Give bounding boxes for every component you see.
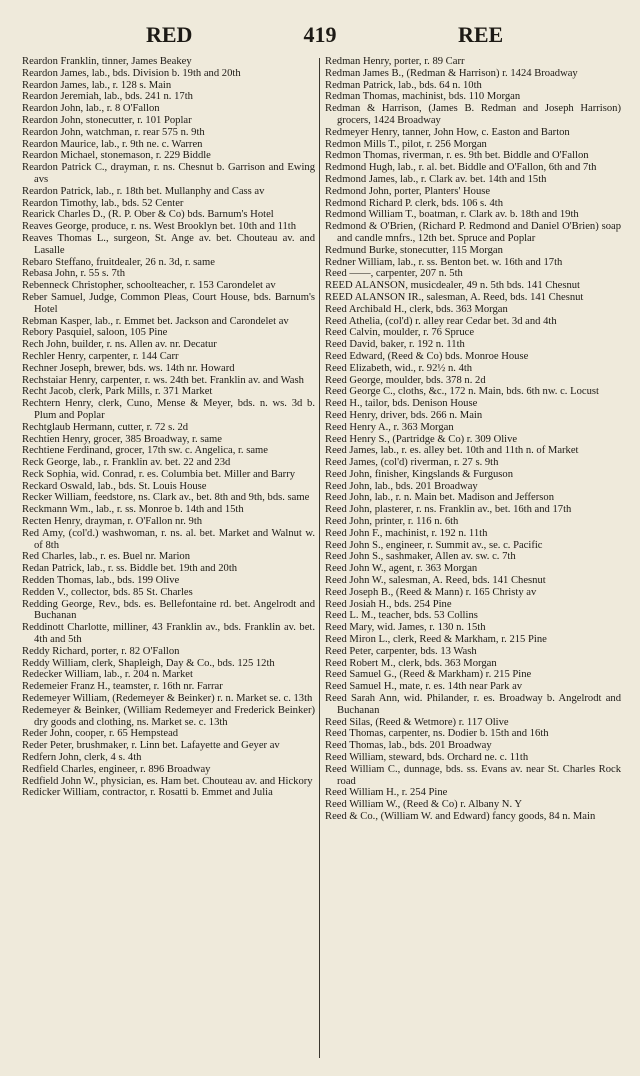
- directory-entry: Redmeyer Henry, tanner, John How, c. Easton and Barton: [325, 126, 570, 138]
- directory-entry: Redecker William, lab., r. 204 n. Market: [22, 669, 193, 681]
- directory-entry: Redden Thomas, lab., bds. 199 Olive: [22, 575, 180, 587]
- directory-entry: Redman Patrick, lab., bds. 64 n. 10th: [325, 79, 482, 91]
- directory-entry: Reed & Co., (William W. and Edward) fancy goods, 84 n. Main: [325, 811, 596, 822]
- directory-entry: Redmon Mills T., pilot, r. 256 Morgan: [325, 138, 487, 150]
- directory-entry: Redmond William T., boatman, r. Clark av. b. 18th and 19th: [325, 209, 579, 221]
- directory-entry: Redmon Thomas, riverman, r. es. 9th bet. Biddle and O'Fallon: [325, 150, 589, 162]
- directory-entry: Reed Athelia, (col'd) r. alley rear Cedar bet. 3d and 4th: [325, 315, 557, 327]
- directory-entry: Reed Peter, carpenter, bds. 13 Wash: [325, 645, 477, 657]
- directory-entry: Rechner Joseph, brewer, bds. ws. 14th nr. Howard: [22, 362, 235, 374]
- header-left-guide-word: RED: [146, 22, 193, 47]
- directory-entry: Redden V., collector, bds. 85 St. Charles: [22, 586, 193, 598]
- directory-entry: Reck George, lab., r. Franklin av. bet. 22 and 23d: [22, 457, 231, 469]
- directory-entry: Rebenneck Christopher, schoolteacher, r. 153 Carondelet av: [22, 280, 276, 292]
- directory-entry: Reddy William, clerk, Shapleigh, Day & Co., bds. 125 12th: [22, 657, 275, 669]
- directory-entry: Red Charles, lab., r. es. Buel nr. Marion: [22, 551, 190, 563]
- directory-entry: Reardon James, lab., bds. Division b. 19th and 20th: [22, 67, 241, 79]
- directory-entry: Reed Elizabeth, wid., r. 92½ n. 4th: [325, 362, 473, 374]
- directory-entry: Redmond James, lab., r. Clark av. bet. 14th and 15th: [325, 173, 547, 185]
- directory-entry: Reed Thomas, lab., bds. 201 Broadway: [325, 740, 492, 752]
- directory-entry: Reed L. M., teacher, bds. 53 Collins: [325, 610, 478, 622]
- directory-entry: Rechtiene Ferdinand, grocer, 17th sw. c. Angelica, r. same: [22, 445, 268, 457]
- directory-entry: Reardon James, lab., r. 128 s. Main: [22, 79, 172, 91]
- directory-entry: Reckard Oswald, lab., bds. St. Louis House: [22, 480, 207, 492]
- directory-entry: Reed Edward, (Reed & Co) bds. Monroe House: [325, 350, 529, 362]
- directory-entry: Reed John, printer, r. 116 n. 6th: [325, 516, 459, 528]
- directory-entry: Redfern John, clerk, 4 s. 4th: [22, 752, 142, 764]
- directory-entry: Reed William, steward, bds. Orchard ne. c. 11th: [325, 752, 529, 764]
- directory-entry: Rechler Henry, carpenter, r. 144 Carr: [22, 350, 179, 362]
- directory-entry: Reed Sarah Ann, wid. Philander, r. es. Broadway b. Angelrodt and Buchanan: [325, 693, 621, 716]
- directory-entry: Reed Joseph B., (Reed & Mann) r. 165 Christy av: [325, 586, 537, 598]
- left-column: [22, 56, 315, 1072]
- directory-entry: Reaves George, produce, r. ns. West Brooklyn bet. 10th and 11th: [22, 221, 297, 233]
- directory-entry: Red Amy, (col'd.) washwoman, r. ns. al. bet. Market and Walnut w. of 8th: [22, 527, 315, 551]
- directory-entry: Reaves Thomas L., surgeon, St. Ange av. bet. Chouteau av. and Lasalle: [22, 232, 315, 256]
- directory-entry: Reed H., tailor, bds. Denison House: [325, 398, 478, 410]
- directory-entry: Rechtglaub Hermann, cutter, r. 72 s. 2d: [22, 421, 189, 433]
- directory-entry: Reed Samuel G., (Reed & Markham) r. 215 Pine: [325, 669, 532, 681]
- column-divider: [319, 58, 320, 1058]
- directory-entry: Redmond John, porter, Planters' House: [325, 185, 491, 197]
- directory-entry: Reed John F., machinist, r. 192 n. 11th: [325, 527, 488, 539]
- page-number: 419: [303, 22, 337, 47]
- directory-entry: Rebman Kasper, lab., r. Emmet bet. Jackson and Carondelet av: [22, 315, 289, 327]
- directory-entry: Rechtien Henry, grocer, 385 Broadway, r. same: [22, 433, 223, 445]
- directory-entry: Redan Patrick, lab., r. ss. Biddle bet. 19th and 20th: [22, 563, 238, 575]
- directory-entry: Reardon John, watchman, r. rear 575 n. 9th: [22, 126, 205, 138]
- directory-entry: Reed John S., engineer, r. Summit av., se. c. Pacific: [325, 539, 543, 551]
- directory-entry: Reardon Jeremiah, lab., bds. 241 n. 17th: [22, 91, 193, 103]
- directory-entry: Reed John W., agent, r. 363 Morgan: [325, 563, 478, 575]
- directory-entry: Rebasa John, r. 55 s. 7th: [22, 268, 125, 280]
- directory-entry: Reardon Patrick C., drayman, r. ns. Chesnut b. Garrison and Ewing avs: [22, 162, 315, 185]
- directory-entry: Reardon Maurice, lab., r. 9th ne. c. Warren: [22, 138, 203, 150]
- directory-entry: Reed Mary, wid. James, r. 130 n. 15th: [325, 622, 486, 634]
- directory-entry: Rech John, builder, r. ns. Allen av. nr. Decatur: [22, 339, 217, 351]
- directory-entry: Redemeyer & Beinker, (William Redemeyer and Frederick Beinker) dry goods and clothing, ns. Market se. c. 13th: [22, 704, 315, 728]
- directory-entry: Reardon Patrick, lab., r. 18th bet. Mullanphy and Cass av: [22, 185, 265, 197]
- directory-entry: Reddy Richard, porter, r. 82 O'Fallon: [22, 645, 180, 657]
- directory-entry: Reber Samuel, Judge, Common Pleas, Court House, bds. Barnum's Hotel: [22, 291, 315, 315]
- page-header: [0, 22, 640, 48]
- directory-entry: Redman Henry, porter, r. 89 Carr: [325, 56, 465, 67]
- directory-entry: Reed James, (col'd) riverman, r. 27 s. 9th: [325, 457, 499, 469]
- directory-entry: Reed Calvin, moulder, r. 76 Spruce: [325, 327, 475, 339]
- directory-entry: Redmond Richard P. clerk, bds. 106 s. 4th: [325, 197, 504, 209]
- directory-entry: Redmund Burke, stonecutter, 115 Morgan: [325, 244, 503, 256]
- directory-entry: Redman & Harrison, (James B. Redman and Joseph Harrison) grocers, 1424 Broadway: [325, 103, 621, 126]
- directory-entry: Reed Josiah H., bds. 254 Pine: [325, 598, 452, 610]
- directory-entry: Reed Robert M., clerk, bds. 363 Morgan: [325, 657, 497, 669]
- directory-entry: Reed George, moulder, bds. 378 n. 2d: [325, 374, 486, 386]
- directory-entry: Rechstaiar Henry, carpenter, r. ws. 24th bet. Franklin av. and Wash: [22, 374, 304, 386]
- directory-entry: Reckmann Wm., lab., r. ss. Monroe b. 14th and 15th: [22, 504, 244, 516]
- directory-entry: Reed John, lab., r. n. Main bet. Madison and Jefferson: [325, 492, 555, 504]
- directory-entry: Rebory Pasquiel, saloon, 105 Pine: [22, 327, 168, 339]
- directory-entry: Redfield Charles, engineer, r. 896 Broadway: [22, 763, 211, 775]
- directory-entry: Reed Archibald H., clerk, bds. 363 Morgan: [325, 303, 508, 315]
- directory-entry: Reed John, lab., bds. 201 Broadway: [325, 480, 478, 492]
- directory-entry: Redemeyer William, (Redemeyer & Beinker) r. n. Market se. c. 13th: [22, 693, 313, 705]
- directory-entry: Reddinott Charlotte, milliner, 43 Franklin av., bds. Franklin av. bet. 4th and 5th: [22, 622, 315, 646]
- directory-entry: Redding George, Rev., bds. es. Bellefontaine rd. bet. Angelrodt and Buchanan: [22, 598, 315, 622]
- directory-entry: Redemeier Franz H., teamster, r. 16th nr. Farrar: [22, 681, 223, 693]
- directory-entry: Reardon Franklin, tinner, James Beakey: [22, 56, 192, 67]
- directory-entry: Rebaro Steffano, fruitdealer, 26 n. 3d, r. same: [22, 256, 215, 268]
- directory-entry: Reed Henry A., r. 363 Morgan: [325, 421, 454, 433]
- directory-entry: Reardon John, lab., r. 8 O'Fallon: [22, 103, 160, 115]
- directory-entry: Reed John S., sashmaker, Allen av. sw. c. 7th: [325, 551, 516, 563]
- directory-entry: Reed Henry, driver, bds. 266 n. Main: [325, 409, 483, 421]
- directory-entry: Reardon Michael, stonemason, r. 229 Biddle: [22, 150, 211, 162]
- header-right-guide-word: REE: [458, 22, 504, 47]
- directory-entry: Redman Thomas, machinist, bds. 110 Morgan: [325, 91, 521, 103]
- directory-entry: Reed John, finisher, Kingslands & Furguson: [325, 468, 514, 480]
- directory-entry: Recten Henry, drayman, r. O'Fallon nr. 9th: [22, 516, 203, 528]
- directory-entry: REED ALANSON, musicdealer, 49 n. 5th bds. 141 Chesnut: [325, 280, 580, 292]
- right-column: [325, 56, 621, 1072]
- directory-entry: Redman James B., (Redman & Harrison) r. 1424 Broadway: [325, 67, 578, 79]
- directory-entry: Reed John, plasterer, r. ns. Franklin av., bet. 16th and 17th: [325, 504, 572, 516]
- directory-entry: Reed John W., salesman, A. Reed, bds. 141 Chesnut: [325, 575, 546, 587]
- directory-entry: Reed William W., (Reed & Co) r. Albany N. Y: [325, 799, 523, 811]
- directory-entry: Reder Peter, brushmaker, r. Linn bet. Lafayette and Geyer av: [22, 740, 280, 752]
- directory-entry: Reed ——, carpenter, 207 n. 5th: [325, 268, 463, 280]
- directory-entry: Reed Miron L., clerk, Reed & Markham, r. 215 Pine: [325, 634, 547, 646]
- directory-entry: Redmond Hugh, lab., r. al. bet. Biddle and O'Fallon, 6th and 7th: [325, 162, 597, 174]
- directory-entry: Reed Thomas, carpenter, ns. Dodier b. 15th and 16th: [325, 728, 549, 740]
- directory-entry: Reardon Timothy, lab., bds. 52 Center: [22, 197, 184, 209]
- directory-entry: Reed David, baker, r. 192 n. 11th: [325, 339, 465, 351]
- directory-entry: Recht Jacob, clerk, Park Mills, r. 371 Market: [22, 386, 213, 398]
- directory-entry: Reed Henry S., (Partridge & Co) r. 309 Olive: [325, 433, 518, 445]
- directory-entry: REED ALANSON IR., salesman, A. Reed, bds. 141 Chesnut: [325, 291, 584, 303]
- directory-entry: Reder John, cooper, r. 65 Hempstead: [22, 728, 179, 740]
- directory-entry: Recker William, feedstore, ns. Clark av., bet. 8th and 9th, bds. same: [22, 492, 310, 504]
- directory-entry: Rearick Charles D., (R. P. Ober & Co) bds. Barnum's Hotel: [22, 209, 274, 221]
- directory-entry: Reed James, lab., r. es. alley bet. 10th and 11th n. of Market: [325, 445, 579, 457]
- directory-entry: Reed Samuel H., mate, r. es. 14th near Park av: [325, 681, 523, 693]
- directory-entry: Redfield John W., physician, es. Ham bet. Chouteau av. and Hickory: [22, 775, 313, 787]
- directory-entry: Reed William C., dunnage, bds. ss. Evans av. near St. Charles Rock road: [325, 763, 621, 787]
- directory-entry: Reck Sophia, wid. Conrad, r. es. Columbia bet. Miller and Barry: [22, 468, 296, 480]
- directory-entry: Redmond & O'Brien, (Richard P. Redmond and Daniel O'Brien) soap and candle mnfrs., 12th bet. Spruce and Poplar: [325, 221, 621, 244]
- directory-entry: Reed Silas, (Reed & Wetmore) r. 117 Olive: [325, 716, 509, 728]
- directory-entry: Reed William H., r. 254 Pine: [325, 787, 448, 799]
- directory-entry: Redicker William, contractor, r. Rosatti b. Emmet and Julia: [22, 787, 273, 799]
- directory-entry: Reed George C., cloths, &c., 172 n. Main, bds. 6th nw. c. Locust: [325, 386, 599, 398]
- directory-entry: Redner William, lab., r. ss. Benton bet. w. 16th and 17th: [325, 256, 563, 268]
- directory-entry: Rechtern Henry, clerk, Cuno, Mense & Meyer, bds. n. ws. 3d b. Plum and Poplar: [22, 398, 315, 421]
- directory-entry: Reardon John, stonecutter, r. 101 Poplar: [22, 114, 192, 126]
